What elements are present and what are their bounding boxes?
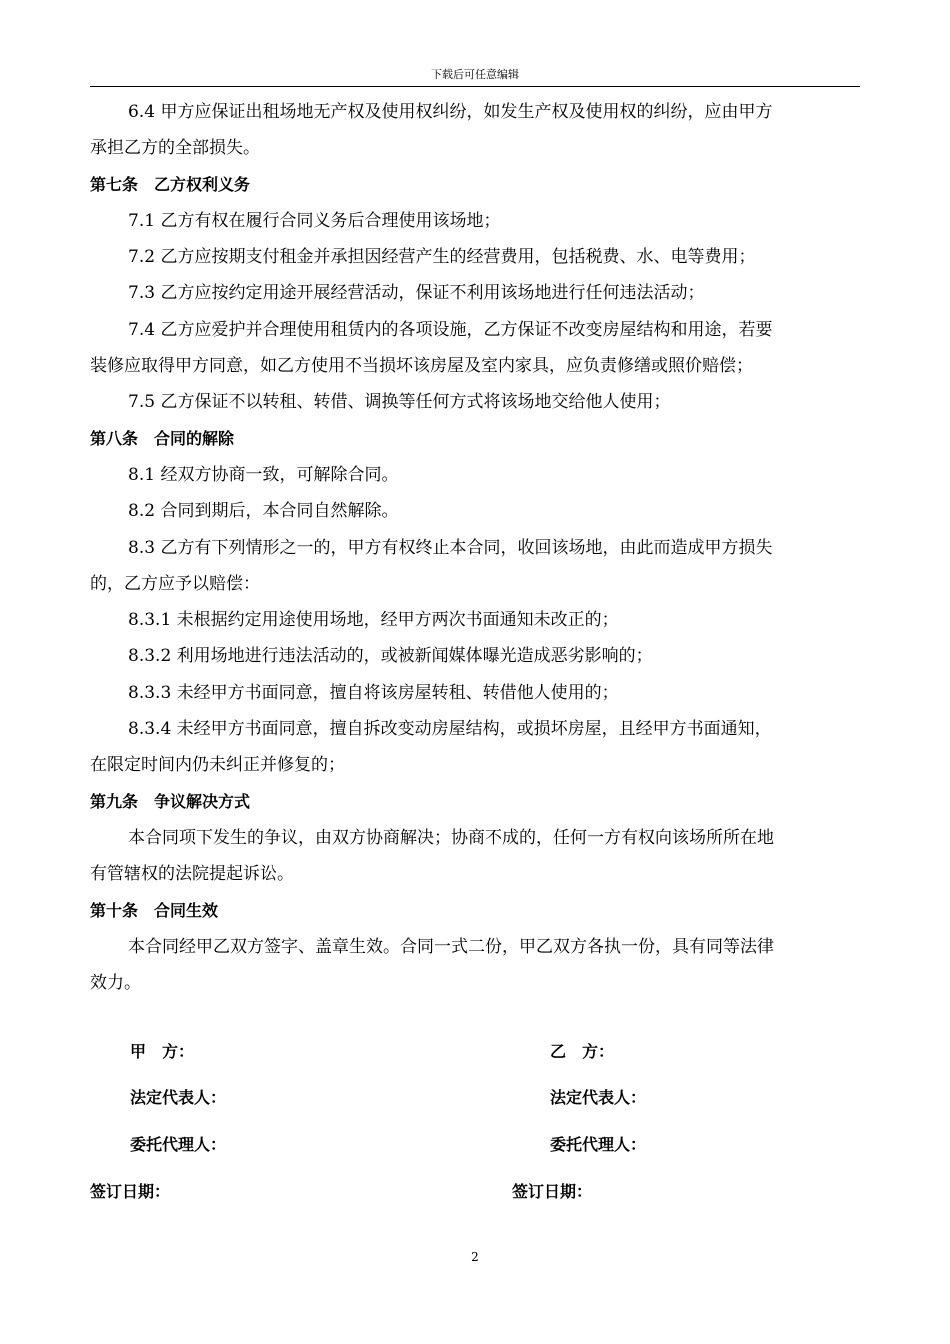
paragraph-line: 本合同经甲乙双方签字、盖章生效。合同一式二份，甲乙双方各执一份，具有同等法律 <box>128 936 774 957</box>
paragraph-line: 本合同项下发生的争议，由双方协商解决；协商不成的，任何一方有权向该场所所在地 <box>128 827 774 848</box>
agent-b-label: 委托代理人： <box>550 1135 647 1154</box>
paragraph-line: 7.1 乙方有权在履行合同义务后合理使用该场地； <box>128 210 501 231</box>
section-heading: 第九条 争议解决方式 <box>90 791 251 811</box>
sign-date-a-label: 签订日期： <box>90 1182 171 1201</box>
paragraph-line: 的，乙方应予以赔偿： <box>90 573 260 594</box>
paragraph-line: 7.2 乙方应按期支付租金并承担因经营产生的经营费用，包括税费、水、电等费用； <box>128 247 756 268</box>
party-a-label: 甲 方： <box>130 1042 195 1061</box>
legal-rep-b-label: 法定代表人： <box>550 1088 647 1107</box>
paragraph-line: 7.3 乙方应按约定用途开展经营活动，保证不利用该场地进行任何违法活动； <box>128 283 705 304</box>
paragraph-line: 8.3.1 未根据约定用途使用场地，经甲方两次书面通知未改正的； <box>128 610 619 631</box>
section-heading: 第七条 乙方权利义务 <box>90 174 251 194</box>
agent-a-label: 委托代理人： <box>130 1135 227 1154</box>
paragraph-line: 在限定时间内仍未纠正并修复的； <box>90 755 345 776</box>
paragraph-line: 效力。 <box>90 973 141 994</box>
document-body <box>90 94 860 1001</box>
section-heading: 第十条 合同生效 <box>90 900 219 920</box>
legal-rep-a-label: 法定代表人： <box>130 1088 227 1107</box>
page-header: 下载后可任意编辑 <box>431 68 519 81</box>
paragraph-line: 8.3.2 利用场地进行违法活动的，或被新闻媒体曝光造成恶劣影响的； <box>128 646 653 667</box>
paragraph-line: 7.5 乙方保证不以转租、转借、调换等任何方式将该场地交给他人使用； <box>128 392 671 413</box>
paragraph-line: 8.3 乙方有下列情形之一的，甲方有权终止本合同，收回该场地，由此而造成甲方损失 <box>128 537 773 558</box>
paragraph-line: 有管辖权的法院提起诉讼。 <box>90 864 294 885</box>
paragraph-line: 8.2 合同到期后，本合同自然解除。 <box>128 501 399 522</box>
section-heading: 第八条 合同的解除 <box>90 428 235 448</box>
paragraph-line: 8.1 经双方协商一致，可解除合同。 <box>128 464 399 485</box>
header-rule <box>90 86 860 87</box>
page-number: 2 <box>471 1250 479 1264</box>
paragraph-line: 8.3.4 未经甲方书面同意，擅自拆改变动房屋结构，或损坏房屋，且经甲方书面通知， <box>128 719 772 740</box>
paragraph-line: 8.3.3 未经甲方书面同意，擅自将该房屋转租、转借他人使用的； <box>128 682 619 703</box>
paragraph-line: 7.4 乙方应爱护并合理使用租赁内的各项设施，乙方保证不改变房屋结构和用途，若要 <box>128 319 773 340</box>
paragraph-line: 承担乙方的全部损失。 <box>90 138 260 159</box>
paragraph-line: 6.4 甲方应保证出租场地无产权及使用权纠纷，如发生产权及使用权的纠纷，应由甲方 <box>128 102 773 122</box>
party-b-label: 乙 方： <box>550 1042 615 1061</box>
sign-date-b-label: 签订日期： <box>512 1182 593 1201</box>
paragraph-line: 装修应取得甲方同意，如乙方使用不当损坏该房屋及室内家具，应负责修缮或照价赔偿； <box>90 356 753 377</box>
